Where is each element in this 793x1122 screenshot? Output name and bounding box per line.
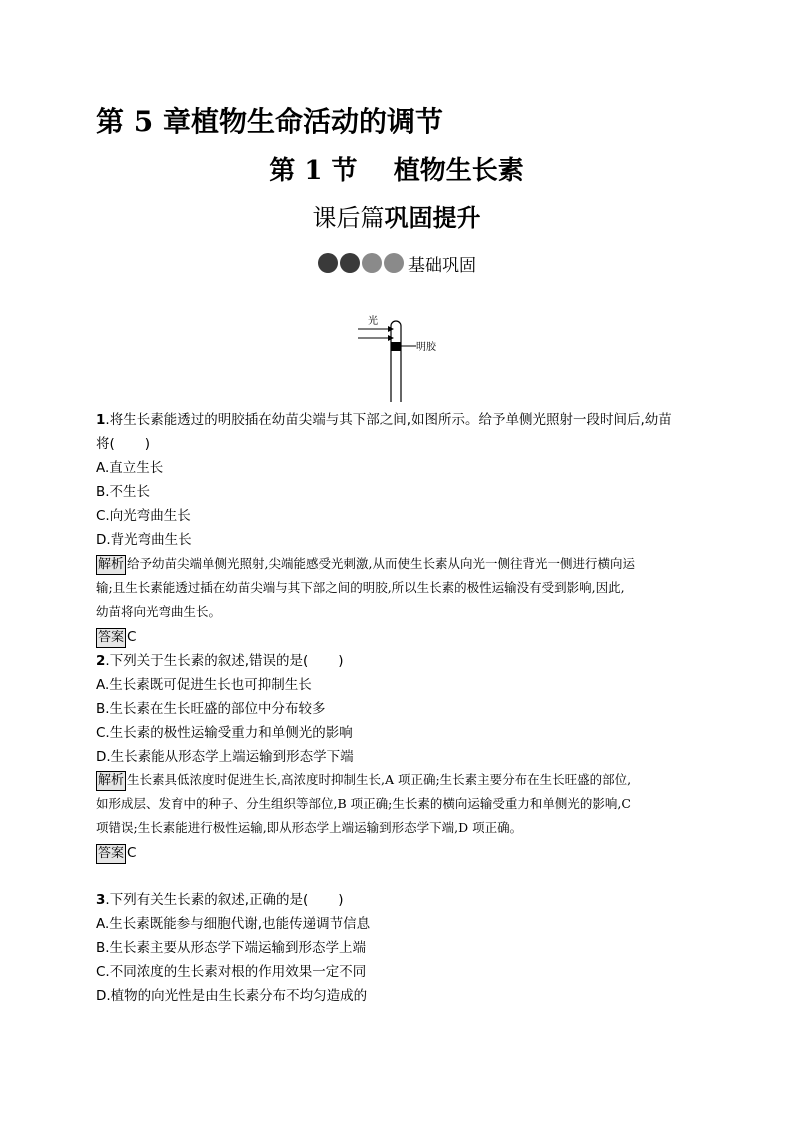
option-c: C.不同浓度的生长素对根的作用效果一定不同: [96, 964, 367, 980]
option-c: C.生长素的极性运输受重力和单侧光的影响: [96, 725, 353, 741]
analysis-2: [96, 768, 696, 840]
analysis-line: 给予幼苗尖端单侧光照射,尖端能感受光刺激,从而使生长素从向光一侧往背光一侧进行横向运: [127, 556, 635, 571]
seedling-figure: [350, 312, 450, 404]
option-a: A.直立生长: [96, 460, 164, 476]
option-c: C.向光弯曲生长: [96, 508, 191, 524]
level-badge: [318, 251, 476, 275]
analysis-1: [96, 552, 696, 624]
option-d: D.背光弯曲生长: [96, 532, 192, 548]
chapter-title: 第 5 章植物生命活动的调节: [96, 105, 443, 138]
option-b: B.不生长: [96, 484, 151, 500]
question-number: 3: [96, 892, 106, 908]
question-1-stem: [96, 408, 696, 456]
answer-1: [96, 626, 136, 648]
answer-tag: 答案: [96, 628, 126, 648]
question-text: 将( ): [96, 436, 151, 452]
analysis-line: 输;且生长素能透过插在幼苗尖端与其下部之间的明胶,所以生长素的极性运输没有受到影响,因此,: [96, 580, 625, 595]
light-label: 光: [368, 316, 378, 327]
question-text: .下列关于生长素的叙述,错误的是( ): [105, 653, 344, 669]
question-text: .下列有关生长素的叙述,正确的是( ): [105, 892, 344, 908]
question-text: .将生长素能透过的明胶插在幼苗尖端与其下部之间,如图所示。给予单侧光照射一段时间后,幼苗: [105, 412, 672, 428]
question-number: 2: [96, 653, 106, 669]
subtitle-bold: 巩固提升: [384, 204, 481, 232]
gel-block: [391, 342, 401, 351]
badge-label: 基础巩固: [408, 255, 476, 276]
question-3-stem: [96, 888, 696, 912]
section-title: 第 1 节 植物生长素: [269, 156, 524, 186]
badge-dot-4: [384, 253, 404, 273]
option-a: A.生长素既能参与细胞代谢,也能传递调节信息: [96, 916, 371, 932]
answer-tag: 答案: [96, 844, 126, 864]
option-b: B.生长素主要从形态学下端运输到形态学上端: [96, 940, 367, 956]
analysis-line: 如形成层、发育中的种子、分生组织等部位,B 项正确;生长素的横向运输受重力和单侧光的影响,C: [96, 796, 631, 811]
question-2-stem: [96, 649, 696, 673]
badge-dot-3: [362, 253, 382, 273]
option-d: D.植物的向光性是由生长素分布不均匀造成的: [96, 988, 368, 1004]
option-a: A.生长素既可促进生长也可抑制生长: [96, 677, 312, 693]
option-d: D.生长素能从形态学上端运输到形态学下端: [96, 749, 354, 765]
answer-value: C: [127, 845, 137, 861]
answer-value: C: [127, 629, 137, 645]
subtitle: [0, 198, 793, 233]
analysis-line: 项错误;生长素能进行极性运输,即从形态学上端运输到形态学下端,D 项正确。: [96, 820, 523, 835]
option-b: B.生长素在生长旺盛的部位中分布较多: [96, 701, 326, 717]
seedling-outline: [391, 321, 401, 402]
answer-2: [96, 842, 136, 864]
badge-dot-2: [340, 253, 360, 273]
analysis-line: 幼苗将向光弯曲生长。: [96, 604, 222, 619]
question-number: 1: [96, 412, 106, 428]
analysis-tag: 解析: [96, 771, 126, 791]
analysis-line: 生长素具低浓度时促进生长,高浓度时抑制生长,A 项正确;生长素主要分布在生长旺盛的部位,: [127, 772, 632, 787]
analysis-tag: 解析: [96, 555, 126, 575]
subtitle-normal: 课后篇: [312, 204, 385, 232]
badge-dot-1: [318, 253, 338, 273]
gel-label: 明胶: [416, 342, 436, 353]
